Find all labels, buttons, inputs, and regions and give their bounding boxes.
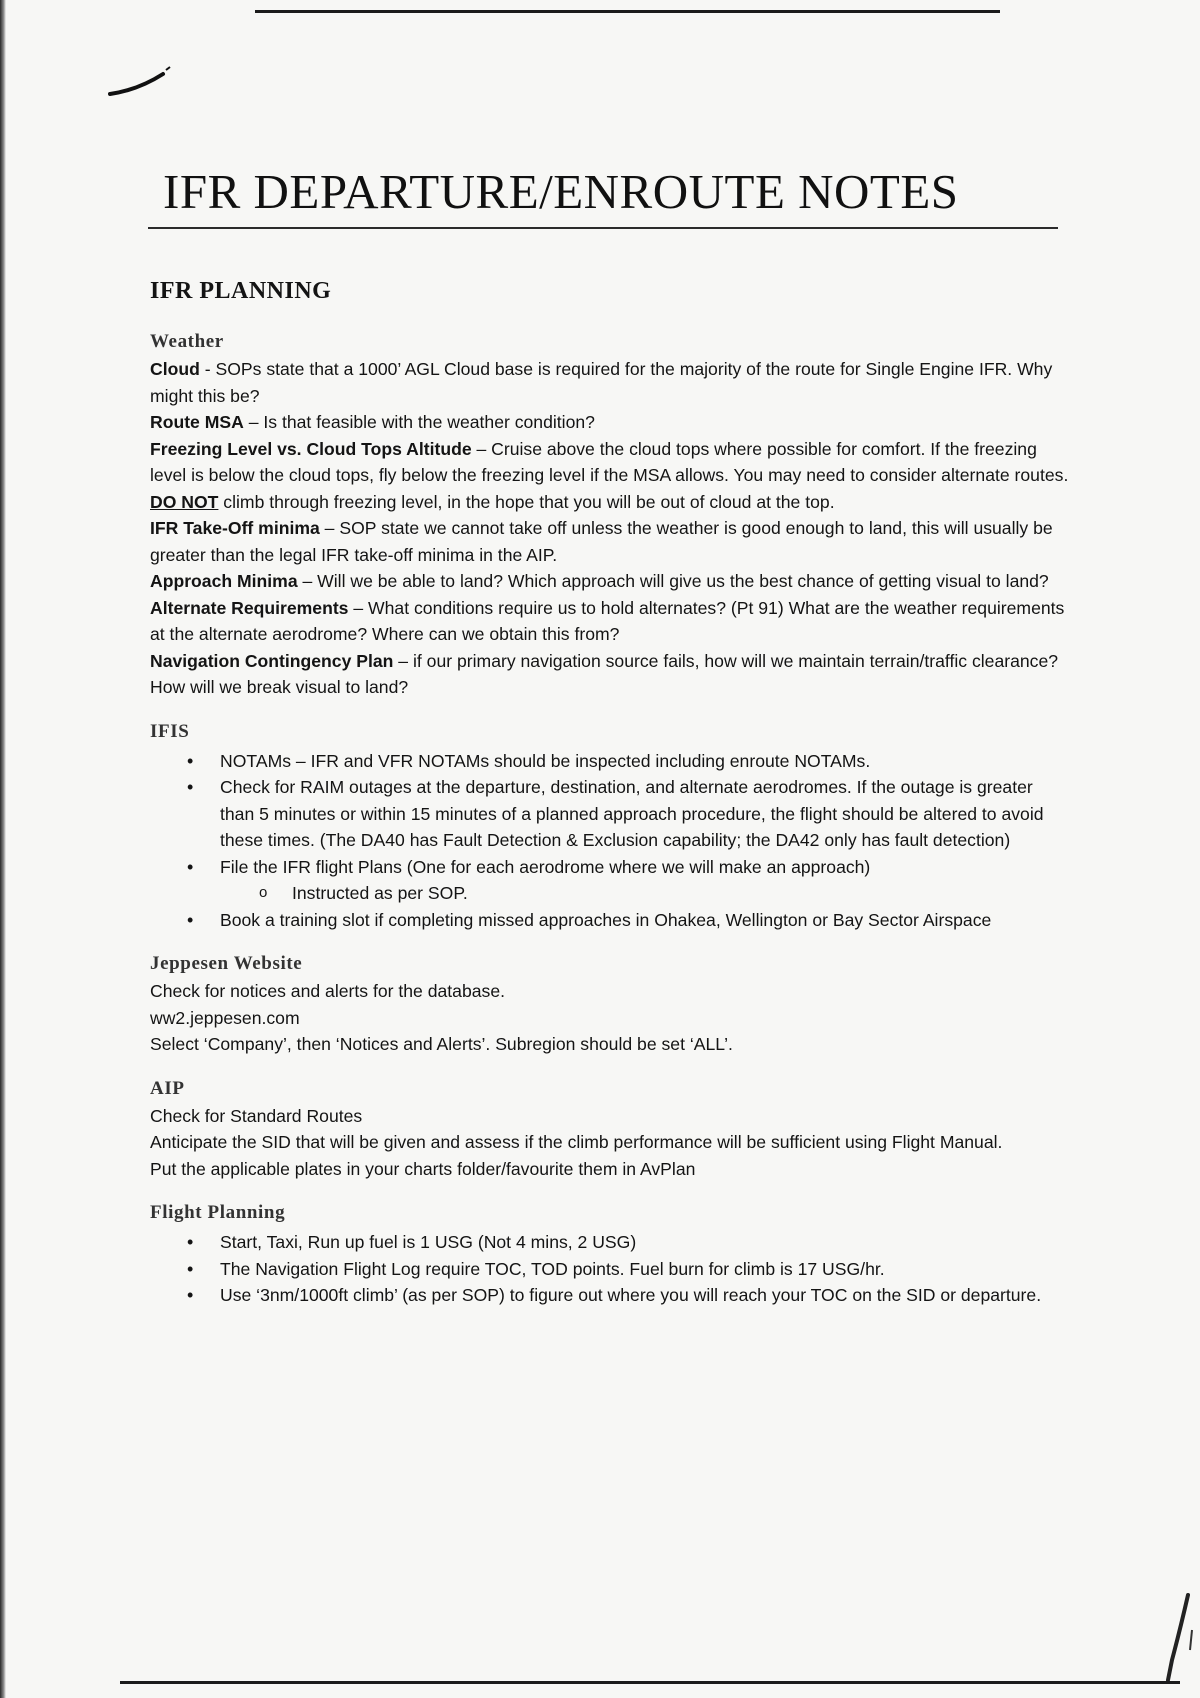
weather-text: – Cruise above the cloud tops where possible for comfort. If the freezing level is below the cloud tops, fly below the freezing level if the MSA allows. You may need to consider alternate routes. bbox=[150, 438, 1069, 485]
list-item: • NOTAMs – IFR and VFR NOTAMs should be inspected including enroute NOTAMs. bbox=[220, 748, 1070, 775]
jeppesen-heading: Jeppesen Website bbox=[150, 953, 303, 974]
ifis-heading: IFIS bbox=[150, 720, 190, 742]
weather-heading: Weather bbox=[150, 331, 224, 352]
weather-text-after: climb through freezing level, in the hope that you will be out of cloud at the top. bbox=[218, 491, 835, 512]
pen-stroke-mark bbox=[108, 64, 188, 104]
list-item: • Book a training slot if completing missed approaches in Ohakea, Wellington or Bay Sector Airspace bbox=[220, 907, 1070, 934]
top-rule bbox=[255, 10, 1000, 13]
do-not-emphasis: DO NOT bbox=[150, 491, 219, 512]
weather-term: Alternate Requirements bbox=[150, 597, 349, 618]
ifis-section bbox=[150, 718, 1070, 934]
aip-line: Anticipate the SID that will be given and assess if the climb performance will be sufficient using Flight Manual. bbox=[150, 1132, 1003, 1152]
list-item: • The Navigation Flight Log require TOC, TOD points. Fuel burn for climb is 17 USG/hr. bbox=[220, 1256, 1070, 1283]
aip-line: Put the applicable plates in your charts folder/favourite them in AvPlan bbox=[150, 1158, 696, 1179]
aip-section bbox=[150, 1075, 1070, 1183]
weather-item bbox=[150, 356, 1070, 409]
weather-term: Approach Minima bbox=[150, 571, 298, 591]
document-title: IFR DEPARTURE/ENROUTE NOTES bbox=[163, 164, 959, 219]
weather-item bbox=[150, 409, 1070, 436]
page-corner-mark bbox=[1158, 1590, 1198, 1685]
weather-item bbox=[150, 515, 1070, 568]
weather-item bbox=[150, 595, 1070, 648]
ifis-sub-list bbox=[220, 880, 1070, 907]
flight-planning-heading: Flight Planning bbox=[150, 1202, 286, 1223]
weather-text: – if our primary navigation source fails, how will we maintain terrain/traffic clearance? How will we break visual to land? bbox=[150, 650, 1059, 697]
weather-term: Route MSA bbox=[150, 412, 244, 432]
jeppesen-line: Check for notices and alerts for the database. bbox=[150, 981, 506, 1001]
jeppesen-section bbox=[150, 950, 1070, 1058]
title-underline bbox=[148, 227, 1058, 229]
weather-term: IFR Take-Off minima bbox=[150, 518, 320, 538]
aip-line: Check for Standard Routes bbox=[150, 1105, 363, 1126]
weather-section bbox=[150, 328, 1070, 701]
jeppesen-line: Select ‘Company’, then ‘Notices and Alerts’. Subregion should be set ‘ALL’. bbox=[150, 1034, 733, 1054]
weather-text: – SOP state we cannot take off unless the weather is good enough to land, this will usually be greater than the legal IFR take-off minima in the AIP. bbox=[150, 518, 1053, 565]
weather-term: Freezing Level vs. Cloud Tops Altitude bbox=[150, 438, 472, 459]
sub-list-item: o Instructed as per SOP. bbox=[292, 880, 1070, 907]
list-item: • Check for RAIM outages at the departure, destination, and alternate aerodromes. If the outage is greater than 5 minutes or within 15 minutes of a planned approach procedure, the flight should be altered to avoid these times. (The DA40 has Fault Detection & Exclusion capability; the DA42 only has fault detection) bbox=[220, 774, 1070, 854]
document-body bbox=[150, 276, 1070, 1309]
flight-planning-section bbox=[150, 1199, 1070, 1309]
section-heading: IFR PLANNING bbox=[150, 278, 332, 304]
weather-item bbox=[150, 436, 1070, 516]
weather-term: Navigation Contingency Plan bbox=[150, 650, 394, 671]
ifis-list bbox=[150, 748, 1070, 934]
weather-item bbox=[150, 648, 1070, 701]
weather-text: – Will we be able to land? Which approach will give us the best chance of getting visual to land? bbox=[297, 571, 1049, 591]
weather-text: – Is that feasible with the weather condition? bbox=[243, 412, 595, 432]
list-item: • Start, Taxi, Run up fuel is 1 USG (Not 4 mins, 2 USG) bbox=[220, 1229, 1070, 1256]
weather-term: Cloud bbox=[150, 359, 200, 379]
jeppesen-url: ww2.jeppesen.com bbox=[150, 1007, 300, 1028]
aip-heading: AIP bbox=[150, 1077, 185, 1099]
scan-edge-shadow bbox=[0, 0, 6, 1698]
list-item-text: File the IFR flight Plans (One for each aerodrome where we will make an approach) bbox=[220, 856, 871, 877]
bottom-rule bbox=[120, 1681, 1180, 1684]
list-item bbox=[220, 854, 1070, 907]
weather-text: – What conditions require us to hold alternates? (Pt 91) What are the weather requirements at the alternate aerodrome? Where can we obtain this from? bbox=[150, 597, 1065, 644]
weather-item bbox=[150, 568, 1070, 595]
flight-planning-list bbox=[150, 1229, 1070, 1309]
weather-text: - SOPs state that a 1000’ AGL Cloud base is required for the majority of the route for Single Engine IFR. Why might this be? bbox=[150, 359, 1053, 406]
list-item: • Use ‘3nm/1000ft climb’ (as per SOP) to figure out where you will reach your TOC on the SID or departure. bbox=[220, 1282, 1070, 1309]
